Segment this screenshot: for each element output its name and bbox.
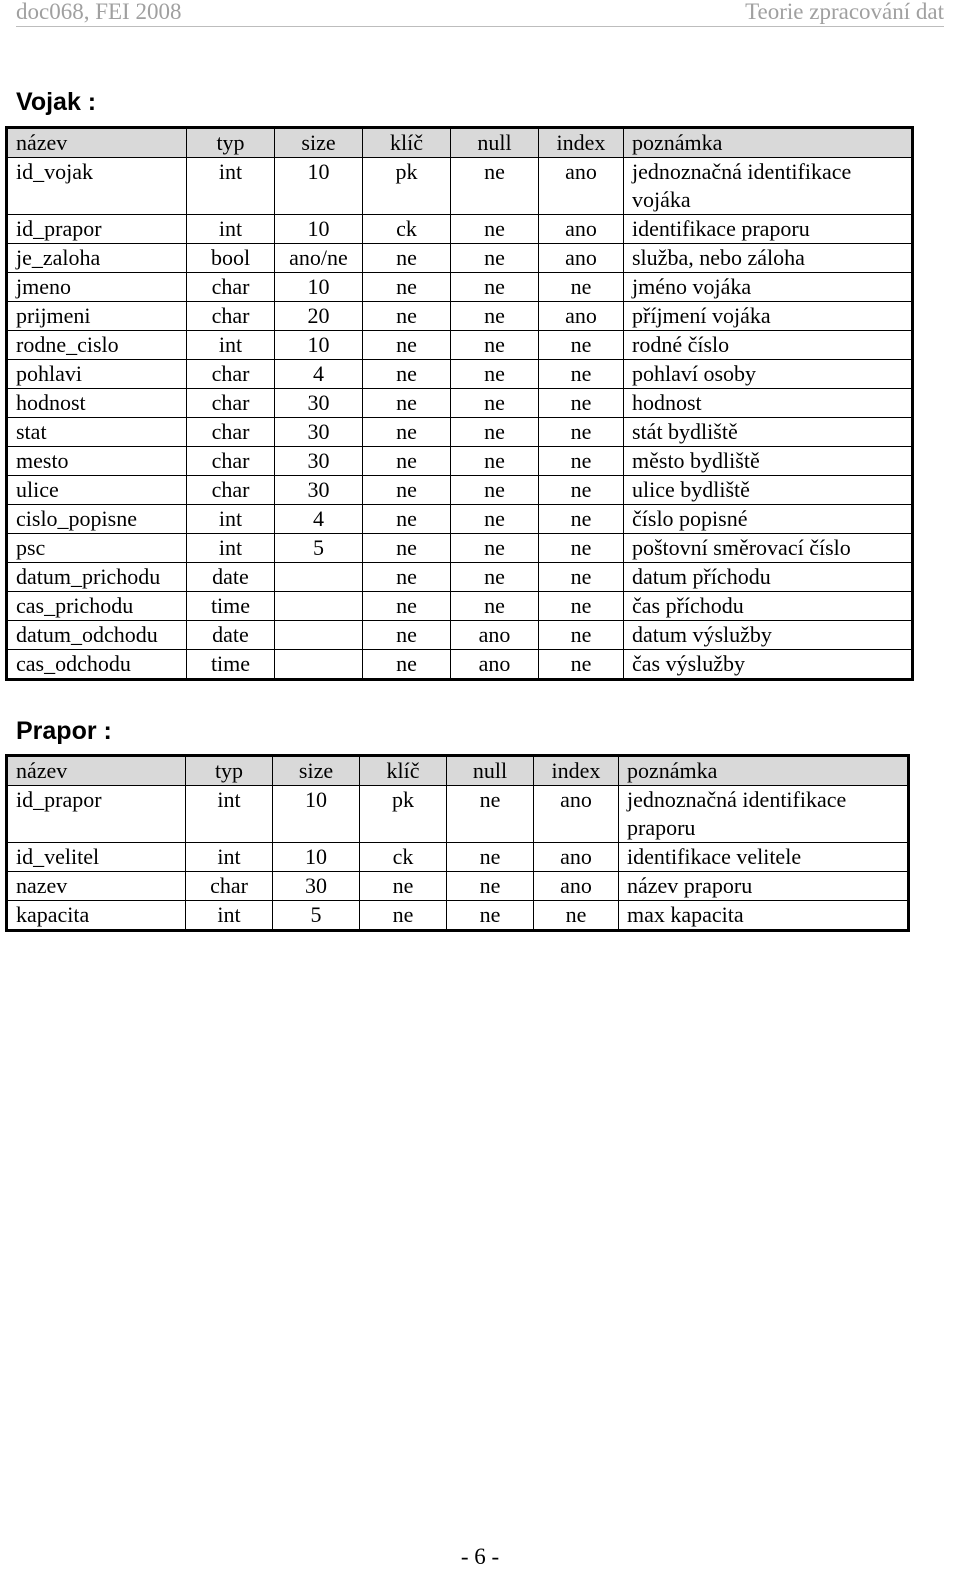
table-row [7, 901, 909, 931]
cell-key: ne [363, 447, 451, 476]
cell-note: číslo popisné [624, 505, 913, 534]
cell-index: ne [539, 418, 624, 447]
page-number: - 6 - [460, 1544, 500, 1569]
cell-name: cas_odchodu [7, 650, 187, 680]
cell-null: ne [451, 447, 539, 476]
cell-size: 4 [275, 505, 363, 534]
cell-size [275, 621, 363, 650]
cell-type: int [187, 215, 275, 244]
cell-size: 5 [275, 534, 363, 563]
cell-size: 30 [273, 872, 360, 901]
column-header-key: klíč [360, 756, 447, 786]
cell-note: hodnost [624, 389, 913, 418]
column-header-null: null [447, 756, 534, 786]
cell-null: ano [451, 621, 539, 650]
cell-size: 5 [273, 901, 360, 931]
cell-name: pohlavi [7, 360, 187, 389]
cell-size: 10 [273, 843, 360, 872]
cell-key: ck [363, 215, 451, 244]
schema-table-prapor [5, 754, 910, 932]
table-row [7, 786, 909, 843]
table-row [7, 621, 913, 650]
cell-size: 10 [275, 215, 363, 244]
cell-note: služba, nebo záloha [624, 244, 913, 273]
column-header-size: size [275, 128, 363, 158]
cell-name: id_velitel [7, 843, 186, 872]
cell-note: jméno vojáka [624, 273, 913, 302]
cell-null: ne [451, 418, 539, 447]
cell-index: ano [539, 244, 624, 273]
cell-name: rodne_cislo [7, 331, 187, 360]
table-row [7, 418, 913, 447]
cell-index: ano [539, 302, 624, 331]
schema-table-vojak [5, 126, 914, 681]
cell-null: ne [451, 389, 539, 418]
cell-type: char [187, 273, 275, 302]
cell-name: id_prapor [7, 786, 186, 843]
cell-type: int [187, 505, 275, 534]
cell-note: pohlaví osoby [624, 360, 913, 389]
cell-name: datum_prichodu [7, 563, 187, 592]
cell-null: ne [451, 534, 539, 563]
table-header-row [7, 128, 913, 158]
cell-type: time [187, 650, 275, 680]
cell-null: ne [451, 302, 539, 331]
cell-size [275, 650, 363, 680]
cell-type: int [186, 843, 273, 872]
table-row [7, 158, 913, 215]
cell-null: ano [451, 650, 539, 680]
cell-index: ano [539, 158, 624, 215]
cell-note: čas výslužby [624, 650, 913, 680]
table-row [7, 843, 909, 872]
cell-type: char [187, 389, 275, 418]
cell-note: identifikace praporu [624, 215, 913, 244]
cell-index: ne [539, 360, 624, 389]
cell-index: ne [539, 476, 624, 505]
cell-type: int [186, 786, 273, 843]
cell-key: ck [360, 843, 447, 872]
cell-type: char [187, 302, 275, 331]
cell-note: ulice bydliště [624, 476, 913, 505]
column-header-type: typ [187, 128, 275, 158]
cell-type: char [187, 476, 275, 505]
cell-index: ano [539, 215, 624, 244]
cell-key: ne [363, 505, 451, 534]
cell-null: ne [451, 158, 539, 215]
cell-null: ne [447, 786, 534, 843]
cell-key: pk [363, 158, 451, 215]
cell-null: ne [451, 273, 539, 302]
cell-name: psc [7, 534, 187, 563]
cell-type: char [187, 360, 275, 389]
column-header-note: poznámka [619, 756, 909, 786]
cell-note: datum výslužby [624, 621, 913, 650]
page-header [16, 0, 944, 27]
cell-key: ne [363, 273, 451, 302]
table-row [7, 592, 913, 621]
cell-type: date [187, 563, 275, 592]
cell-null: ne [451, 244, 539, 273]
cell-index: ne [539, 505, 624, 534]
cell-size: ano/ne [275, 244, 363, 273]
column-header-name: název [7, 128, 187, 158]
cell-name: kapacita [7, 901, 186, 931]
cell-size: 30 [275, 476, 363, 505]
column-header-key: klíč [363, 128, 451, 158]
table-row [7, 331, 913, 360]
cell-index: ano [534, 786, 619, 843]
cell-note: město bydliště [624, 447, 913, 476]
cell-type: char [186, 872, 273, 901]
cell-index: ne [534, 901, 619, 931]
table-row [7, 273, 913, 302]
cell-null: ne [447, 843, 534, 872]
cell-type: char [187, 418, 275, 447]
cell-size: 10 [273, 786, 360, 843]
cell-note: identifikace velitele [619, 843, 909, 872]
cell-key: ne [363, 360, 451, 389]
cell-key: ne [363, 331, 451, 360]
cell-type: int [186, 901, 273, 931]
cell-name: je_zaloha [7, 244, 187, 273]
cell-note: datum příchodu [624, 563, 913, 592]
table-row [7, 302, 913, 331]
column-header-size: size [273, 756, 360, 786]
header-doc-id: doc068, FEI 2008 [16, 0, 182, 24]
column-header-null: null [451, 128, 539, 158]
cell-note: rodné číslo [624, 331, 913, 360]
cell-note: název praporu [619, 872, 909, 901]
header-doc-title: Teorie zpracování dat [745, 0, 944, 24]
cell-size: 20 [275, 302, 363, 331]
table-row [7, 505, 913, 534]
cell-index: ne [539, 592, 624, 621]
column-header-type: typ [186, 756, 273, 786]
cell-key: ne [363, 389, 451, 418]
column-header-note: poznámka [624, 128, 913, 158]
cell-note: poštovní směrovací číslo [624, 534, 913, 563]
cell-null: ne [447, 872, 534, 901]
cell-key: ne [363, 621, 451, 650]
cell-note: čas příchodu [624, 592, 913, 621]
cell-type: time [187, 592, 275, 621]
table-row [7, 534, 913, 563]
cell-key: ne [363, 534, 451, 563]
table-row [7, 872, 909, 901]
table-row [7, 360, 913, 389]
cell-null: ne [451, 331, 539, 360]
cell-size: 10 [275, 331, 363, 360]
cell-note: max kapacita [619, 901, 909, 931]
cell-key: ne [363, 592, 451, 621]
cell-index: ne [539, 447, 624, 476]
cell-type: int [187, 534, 275, 563]
column-header-name: název [7, 756, 186, 786]
cell-name: nazev [7, 872, 186, 901]
cell-size: 30 [275, 418, 363, 447]
cell-null: ne [451, 215, 539, 244]
cell-index: ne [539, 534, 624, 563]
cell-name: prijmeni [7, 302, 187, 331]
column-header-index: index [539, 128, 624, 158]
cell-size [275, 592, 363, 621]
cell-index: ano [534, 872, 619, 901]
cell-null: ne [451, 476, 539, 505]
section-title-vojak: Vojak : [16, 88, 97, 116]
cell-key: ne [363, 244, 451, 273]
cell-size: 4 [275, 360, 363, 389]
table-row [7, 563, 913, 592]
cell-key: pk [360, 786, 447, 843]
cell-size: 30 [275, 389, 363, 418]
cell-name: stat [7, 418, 187, 447]
cell-name: datum_odchodu [7, 621, 187, 650]
cell-key: ne [363, 418, 451, 447]
cell-type: int [187, 331, 275, 360]
cell-name: mesto [7, 447, 187, 476]
cell-name: id_vojak [7, 158, 187, 215]
cell-null: ne [451, 505, 539, 534]
table-row [7, 215, 913, 244]
cell-note: jednoznačná identifikace praporu [619, 786, 909, 843]
cell-null: ne [451, 563, 539, 592]
cell-index: ano [534, 843, 619, 872]
cell-index: ne [539, 650, 624, 680]
cell-size: 30 [275, 447, 363, 476]
cell-key: ne [363, 563, 451, 592]
cell-note: stát bydliště [624, 418, 913, 447]
cell-size: 10 [275, 158, 363, 215]
table-row [7, 389, 913, 418]
cell-type: date [187, 621, 275, 650]
table-row [7, 476, 913, 505]
cell-null: ne [451, 360, 539, 389]
cell-index: ne [539, 389, 624, 418]
cell-key: ne [360, 872, 447, 901]
cell-type: char [187, 447, 275, 476]
table-header-row [7, 756, 909, 786]
cell-key: ne [363, 650, 451, 680]
table-row [7, 650, 913, 680]
section-title-prapor: Prapor : [16, 717, 112, 745]
cell-key: ne [360, 901, 447, 931]
cell-index: ne [539, 273, 624, 302]
cell-note: jednoznačná identifikace vojáka [624, 158, 913, 215]
cell-index: ne [539, 621, 624, 650]
cell-index: ne [539, 331, 624, 360]
cell-null: ne [447, 901, 534, 931]
table-row [7, 244, 913, 273]
cell-size: 10 [275, 273, 363, 302]
cell-type: int [187, 158, 275, 215]
cell-note: příjmení vojáka [624, 302, 913, 331]
column-header-index: index [534, 756, 619, 786]
cell-type: bool [187, 244, 275, 273]
cell-null: ne [451, 592, 539, 621]
cell-name: jmeno [7, 273, 187, 302]
cell-index: ne [539, 563, 624, 592]
cell-name: hodnost [7, 389, 187, 418]
cell-size [275, 563, 363, 592]
cell-name: ulice [7, 476, 187, 505]
cell-name: id_prapor [7, 215, 187, 244]
table-row [7, 447, 913, 476]
cell-name: cislo_popisne [7, 505, 187, 534]
cell-key: ne [363, 476, 451, 505]
cell-key: ne [363, 302, 451, 331]
cell-name: cas_prichodu [7, 592, 187, 621]
